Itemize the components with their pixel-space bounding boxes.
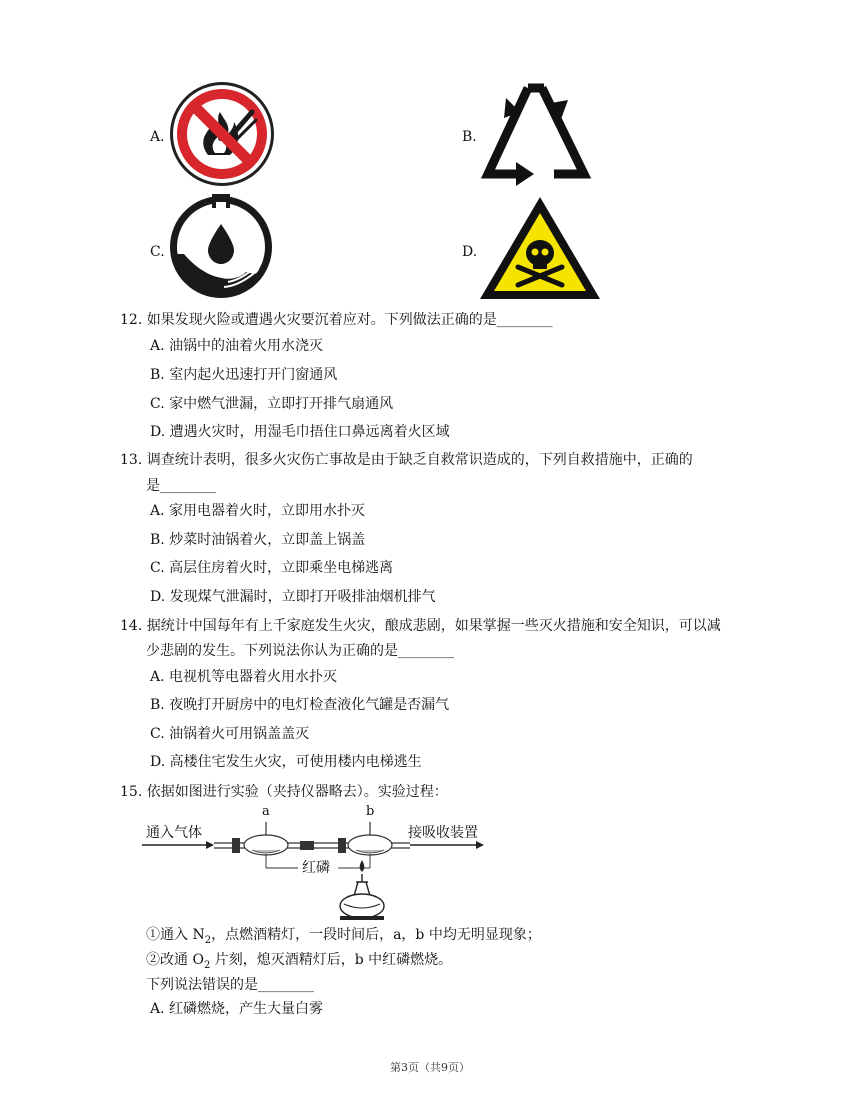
q13-stem-line1: 13. 调查统计表明，很多火灾伤亡事故是由于缺乏自救常识造成的，下列自救措施中，正确的 <box>120 452 693 468</box>
q15-step1-post: ，点燃酒精灯，一段时间后，a，b 中均无明显现象； <box>211 927 541 943</box>
q15-option-a: A. 红磷燃烧，产生大量白雾 <box>150 1001 324 1017</box>
option-d-label: D. <box>462 244 478 260</box>
save-water-icon <box>168 194 274 300</box>
q14-option-a: A. 电视机等电器着火用水扑灭 <box>150 669 338 685</box>
no-fire-icon <box>168 80 276 188</box>
q12-option-d: D. 遭遇火灾时，用湿毛巾捂住口鼻远离着火区域 <box>150 424 450 440</box>
q14-stem-line1: 14. 据统计中国每年有上千家庭发生火灾，酿成悲剧，如果掌握一些灭火措施和安全知识，可以减 <box>120 618 721 634</box>
option-b-label: B. <box>462 129 477 145</box>
q15-step1 <box>146 925 541 951</box>
experiment-diagram <box>140 804 500 922</box>
q14-option-d: D. 高楼住宅发生火灾，可使用楼内电梯逃生 <box>150 754 422 770</box>
q15-step1-subscript: 2 <box>204 934 212 946</box>
q15-stem: 15. 依据如图进行实验（夹持仪器略去）。实验过程： <box>120 784 448 800</box>
q12-option-b: B. 室内起火迅速打开门窗通风 <box>150 367 338 383</box>
q13-option-b: B. 炒菜时油锅着火，立即盖上锅盖 <box>150 532 366 548</box>
recycle-icon <box>476 78 596 186</box>
option-c-label: C. <box>150 244 165 260</box>
q13-stem-line2: 是________ <box>146 478 216 494</box>
q12-option-a: A. 油锅中的油着火用水浇灭 <box>150 338 324 354</box>
q14-option-c: C. 油锅着火可用锅盖盖灭 <box>150 726 310 742</box>
q12-option-c: C. 家中燃气泄漏，立即打开排气扇通风 <box>150 396 394 412</box>
q13-option-d: D. 发现煤气泄漏时，立即打开吸排油烟机排气 <box>150 589 436 605</box>
q15-step1-pre: ①通入 N <box>146 927 205 943</box>
inlet-label: 通入气体 <box>146 825 202 841</box>
q15-step2 <box>146 950 452 976</box>
q14-option-b: B. 夜晚打开厨房中的电灯检查液化气罐是否漏气 <box>150 697 450 713</box>
outlet-label: 接吸收装置 <box>408 825 478 841</box>
option-a-label: A. <box>150 129 165 145</box>
q13-option-a: A. 家用电器着火时，立即用水扑灭 <box>150 503 366 519</box>
q15-step2-subscript: 2 <box>203 959 211 971</box>
toxic-warning-icon <box>478 195 602 303</box>
q15-step2-post: 片刻，熄灭酒精灯后，b 中红磷燃烧。 <box>210 952 453 968</box>
bulb-a-label: a <box>262 804 270 819</box>
q13-option-c: C. 高层住房着火时，立即乘坐电梯逃离 <box>150 560 394 576</box>
q12-stem: 12. 如果发现火险或遭遇火灾要沉着应对。下列做法正确的是________ <box>120 312 553 328</box>
q14-stem-line2: 少悲剧的发生。下列说法你认为正确的是________ <box>146 643 454 659</box>
red-phosphorus-label: 红磷 <box>302 860 330 876</box>
q15-question: 下列说法错误的是________ <box>146 977 314 993</box>
page-footer: 第3页（共9页） <box>390 1061 470 1074</box>
bulb-b-label: b <box>366 804 375 819</box>
q15-step2-pre: ②改通 O <box>146 952 204 968</box>
